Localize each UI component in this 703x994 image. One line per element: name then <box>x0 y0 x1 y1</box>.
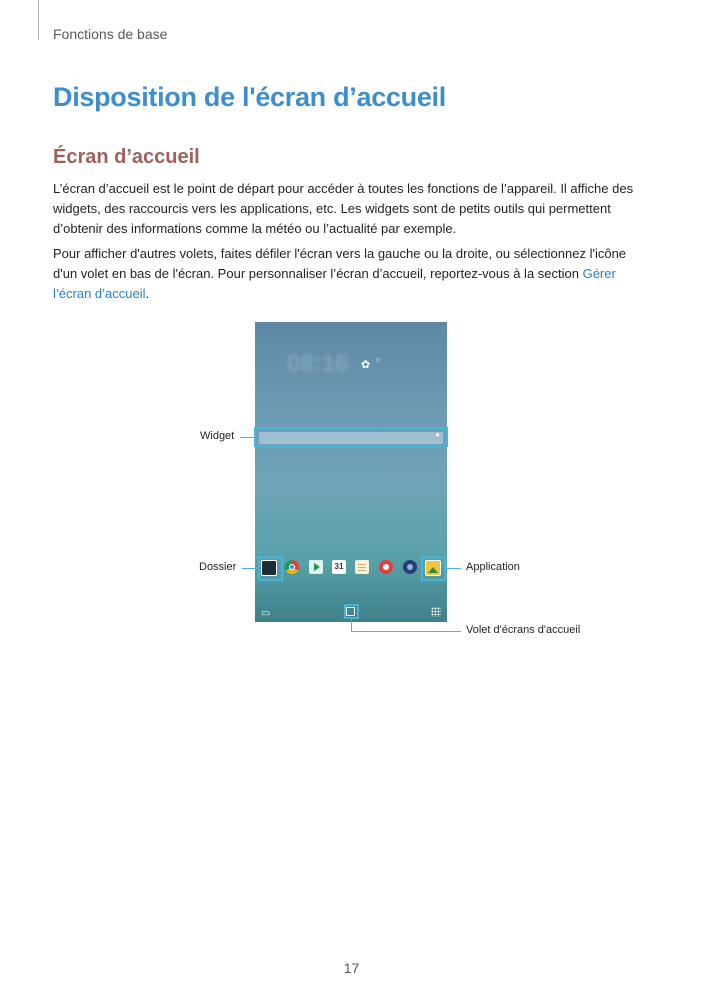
weather-small-icon: ☼ <box>374 354 383 364</box>
page-title: Disposition de l'écran d’accueil <box>53 82 446 112</box>
video-icon <box>379 560 393 574</box>
application-highlight <box>421 556 446 581</box>
home-panel-callout-line-vertical <box>351 619 352 631</box>
play-store-icon <box>309 560 323 574</box>
panels-paragraph <box>53 244 653 304</box>
application-callout: Application <box>466 561 520 573</box>
page-number: 17 <box>343 960 360 976</box>
panels-paragraph-text: Pour afficher d'autres volets, faites défiler l'écran vers la gauche ou la droite, ou sélectionnez l'icône d'un volet en bas de l'écran. Pour personnaliser l’écran d’accueil, reportez-vous à la section <box>53 246 627 281</box>
folder-callout-line <box>242 568 258 569</box>
camera-icon <box>403 560 417 574</box>
clock-widget-blurred: 08:16 <box>287 350 349 377</box>
panels-paragraph-end: . <box>145 286 150 301</box>
dock-folder-icon: ▭ <box>261 608 271 619</box>
home-panel-callout-line-horizontal <box>351 631 461 632</box>
manage-home-screen-link[interactable]: Gérer l’écran d’accueil <box>53 266 616 301</box>
weather-icon: ✿ <box>361 359 371 371</box>
widget-callout: Widget <box>200 430 235 442</box>
home-screen-illustration <box>255 322 447 622</box>
home-panel-callout: Volet d'écrans d'accueil <box>466 624 581 636</box>
home-panel-highlight <box>344 604 359 619</box>
section-header: Fonctions de base <box>53 26 168 42</box>
mic-icon: ● <box>435 430 440 439</box>
section-subtitle: Écran d’accueil <box>53 146 200 168</box>
widget-callout-line <box>240 437 254 438</box>
corner-rule <box>38 0 39 40</box>
application-callout-line <box>446 568 461 569</box>
app-shortcut-row <box>255 556 447 578</box>
calendar-icon: 31 <box>332 560 346 574</box>
chrome-icon <box>285 560 299 574</box>
folder-callout: Dossier <box>199 561 237 573</box>
folder-highlight <box>258 556 283 581</box>
apps-grid-icon <box>431 607 441 617</box>
widget-highlight <box>254 427 448 447</box>
intro-paragraph: L’écran d’accueil est le point de départ pour accéder à toutes les fonctions de l’appareil. Il affiche des widgets, des raccourcis vers les applications, etc. Les widgets sont de petits outils qui permettent d’obtenir des informations comme la météo ou l’actualité par exemple. <box>53 181 634 236</box>
memo-icon <box>355 560 369 574</box>
